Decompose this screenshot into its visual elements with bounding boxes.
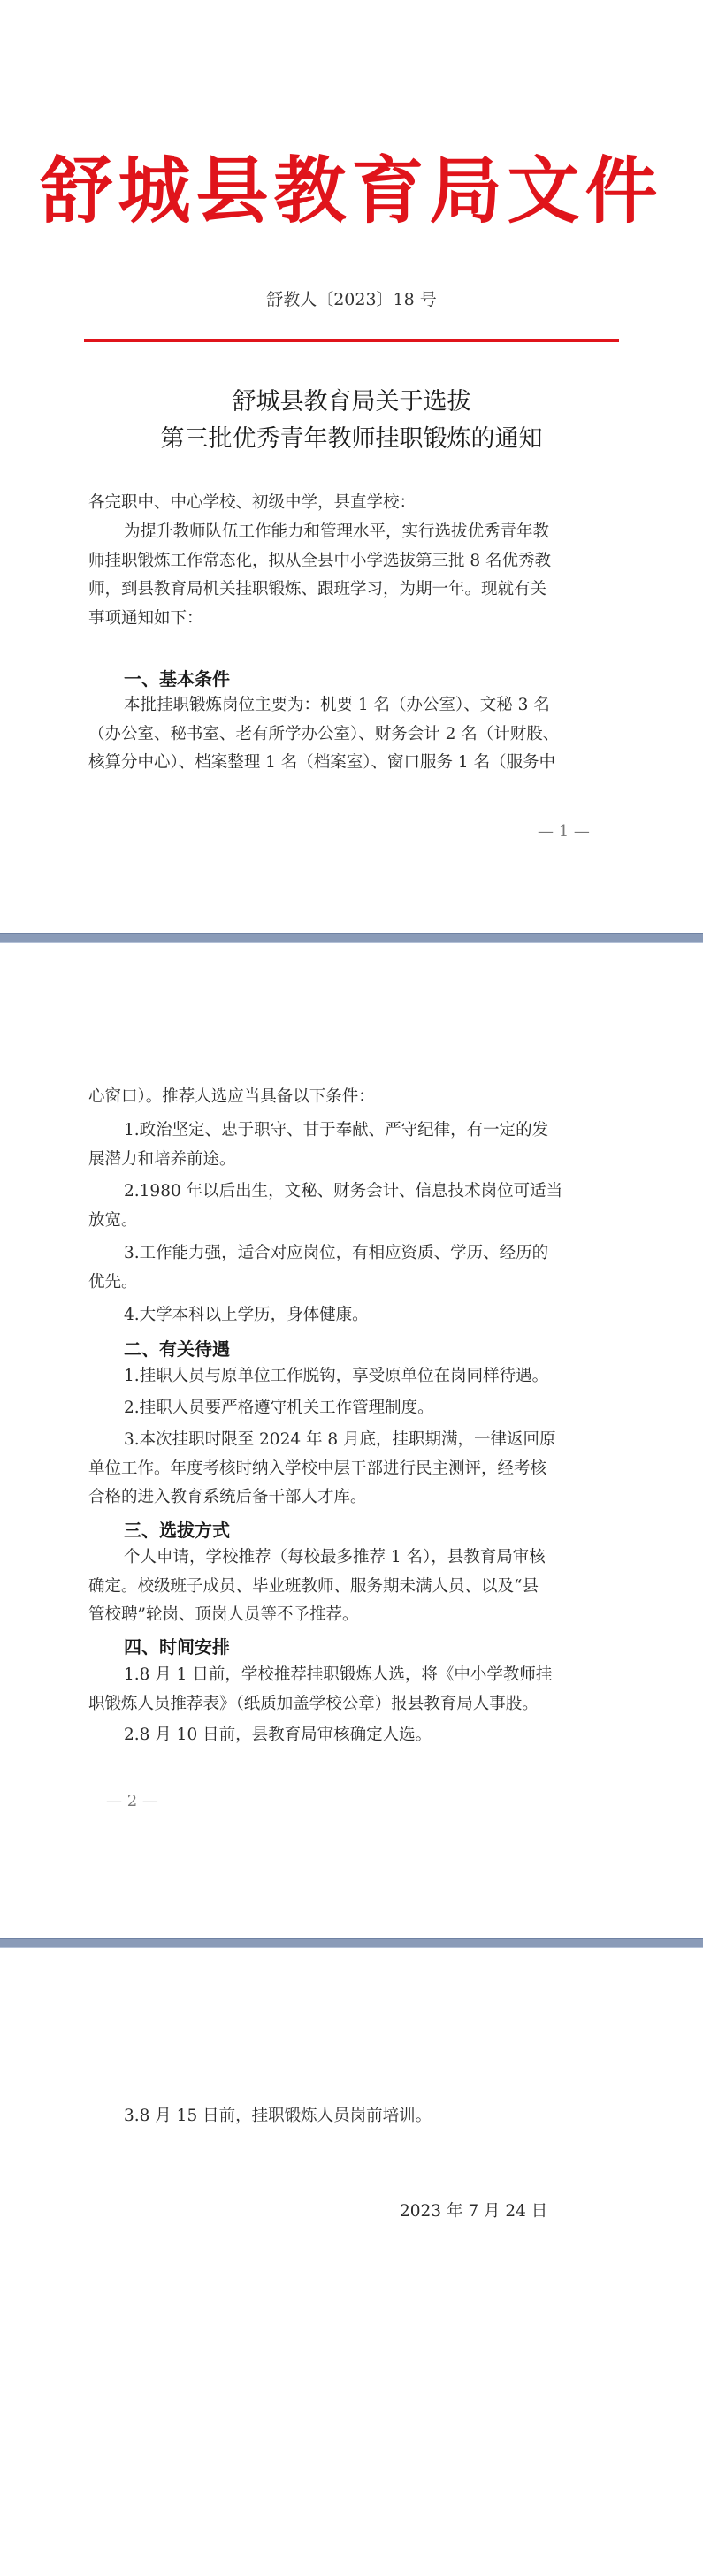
positions-paragraph-cont: 心窗口）。推荐人选应当具备以下条件：: [88, 1087, 375, 1106]
notice-title-line2: 第三批优秀青年教师挂职锻炼的通知: [160, 425, 543, 453]
selection-method: 个人申请，学校推荐（每校最多推荐 1 名），县教育局审核 确定。校级班子成员、毕业班教师、服务期未满人员、以及“县 管校聘”轮岗、顶岗人员等不予推荐。: [88, 1548, 546, 1624]
benefit-3: 3.本次挂职时限至 2024 年 8 月底，挂职期满，一律返回原 单位工作。年度考核时纳入学校中层干部进行民主测评，经考核 合格的进入教育系统后备干部人才库。: [88, 1430, 556, 1506]
red-divider-line: [84, 339, 619, 342]
addressee: 各完职中、中心学校、初级中学，县直学校：: [88, 493, 416, 512]
document-number: 舒教人〔2023〕18 号: [266, 290, 437, 309]
benefit-1: 1.挂职人员与原单位工作脱钩，享受原单位在岗同样待遇。: [124, 1367, 549, 1385]
page-1: [0, 0, 703, 933]
benefit-2: 2.挂职人员要严格遵守机关工作管理制度。: [124, 1399, 434, 1417]
schedule-2: 2.8 月 10 日前，县教育局审核确定人选。: [124, 1726, 432, 1744]
page-2: [0, 943, 703, 1938]
section-heading-3: 三、选拔方式: [124, 1520, 230, 1541]
condition-3: 3.工作能力强，适合对应岗位，有相应资质、学历、经历的 优先。: [88, 1244, 549, 1292]
condition-2: 2.1980 年以后出生，文秘、财务会计、信息技术岗位可适当 放宽。: [88, 1182, 563, 1230]
page-separator: [0, 933, 703, 943]
page-number-1: — 1 —: [538, 822, 590, 841]
section-heading-1: 一、基本条件: [124, 668, 230, 690]
page-separator-2: [0, 1938, 703, 1948]
page-number-2: — 2 —: [106, 1792, 158, 1810]
positions-paragraph: 本批挂职锻炼岗位主要为：机要 1 名（办公室）、文秘 3 名 （办公室、秘书室、老有所学办公室）、财务会计 2 名（计财股、 核算分中心）、档案整理 1 名（档案室）、窗口服务 1 名（服务中: [88, 696, 560, 772]
section-heading-2: 二、有关待遇: [124, 1338, 230, 1360]
condition-4: 4.大学本科以上学历，身体健康。: [124, 1306, 369, 1324]
page-3: [0, 1948, 703, 2576]
intro-paragraph: 为提升教师队伍工作能力和管理水平，实行选拔优秀青年教 师挂职锻炼工作常态化，拟从全县中小学选拔第三批 8 名优秀教 师，到县教育局机关挂职锻炼、跟班学习，为期一年。现就有关 事项通知如下：: [88, 522, 552, 628]
section-heading-4: 四、时间安排: [124, 1636, 230, 1658]
issue-date: 2023 年 7 月 24 日: [400, 2202, 548, 2221]
notice-title-line1: 舒城县教育局关于选拔: [232, 388, 471, 415]
schedule-1: 1.8 月 1 日前，学校推荐挂职锻炼人选，将《中小学教师挂 职锻炼人员推荐表》（纸质加盖学校公章）报县教育局人事股。: [88, 1665, 553, 1713]
schedule-3: 3.8 月 15 日前，挂职锻炼人员岗前培训。: [124, 2107, 432, 2125]
condition-1: 1.政治坚定、忠于职守、甘于奉献、严守纪律，有一定的发 展潜力和培养前途。: [88, 1121, 549, 1169]
document-header-title: 舒城县教育局文件: [40, 149, 663, 233]
